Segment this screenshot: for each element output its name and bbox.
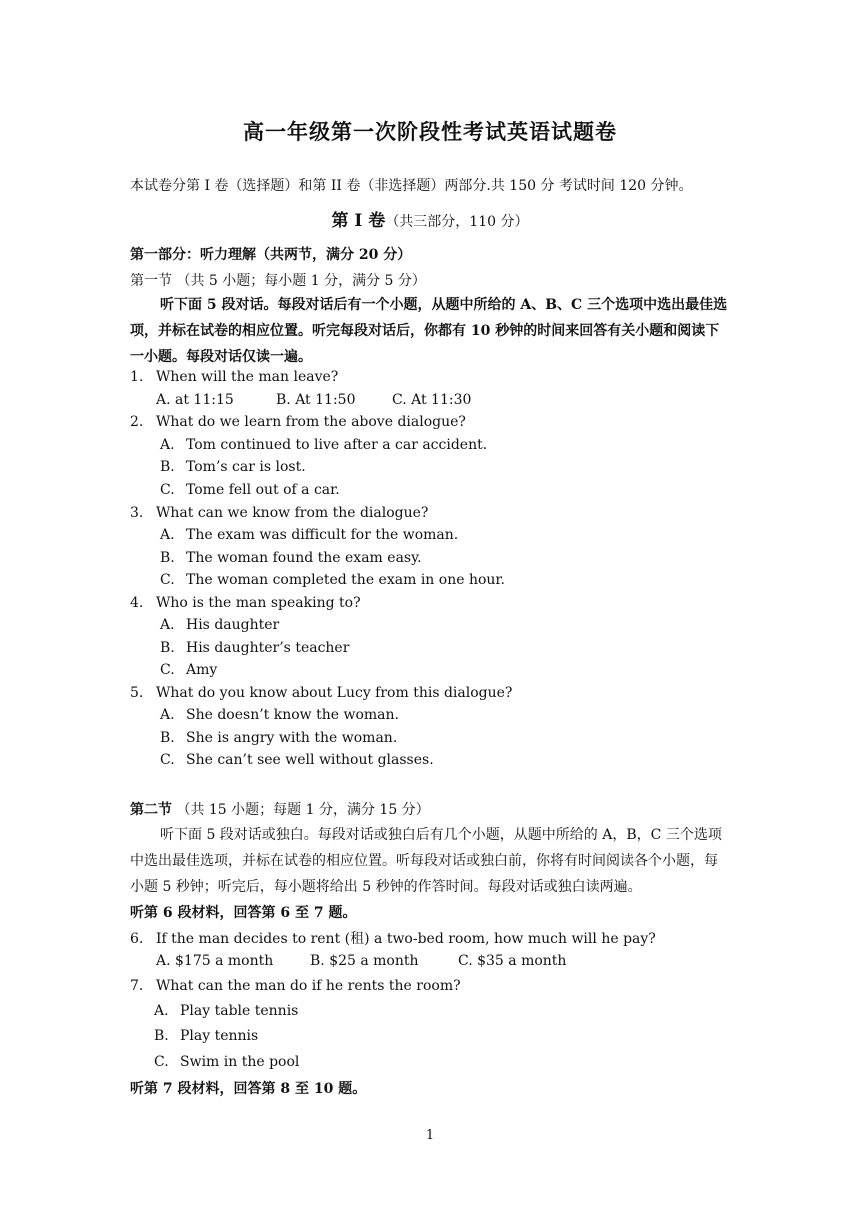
question-number: 5. [130,685,144,701]
option-c: C. She can’t see well without glasses. [160,752,434,768]
option-b: B. Play tennis [154,1028,259,1044]
option-a: A. The exam was difficult for the woman. [160,527,459,543]
option-b: B. At 11:50 [276,392,356,408]
question [130,369,338,385]
option-c: C. At 11:30 [392,392,472,408]
option-a: A. $175 a month [156,953,274,969]
section1-header: 第一节 （共 5 小题；每小题 1 分，满分 5 分） [130,273,426,289]
option-b: B. $25 a month [310,953,419,969]
option-b: B. The woman found the exam easy. [160,550,422,566]
section2-header [130,799,430,819]
question-text: Who is the man speaking to? [156,595,361,611]
option-a: A. She doesn’t know the woman. [160,707,399,723]
part-note: （共三部分，110 分） [385,214,529,230]
question-number: 6. [130,931,144,947]
question-number: 4. [130,595,144,611]
page-title: 高一年级第一次阶段性考试英语试题卷 [243,119,617,144]
page-number: 1 [425,1128,435,1143]
option-c: C. $35 a month [458,953,567,969]
section-listening-heading: 第一部分：听力理解（共两节，满分 20 分） [130,247,412,263]
section2-instruction: 听下面 5 段对话或独白。每段对话或独白后有几个小题，从题中所给的 A，B，C 三个选项中选出最佳选项，并标在试卷的相应位置。听每段对话或独白前，你将有时间阅读各个小题，每小题 5 秒钟；听完后，每小题将给出 5 秒钟的作答时间。每段对话或独白读两遍。 [130,827,722,895]
option-c: C. The woman completed the exam in one hour. [160,572,506,588]
section2-note: （共 15 小题；每题 1 分，满分 15 分） [172,802,430,818]
question-number: 3. [130,505,144,521]
section2-label: 第二节 [130,802,172,818]
question [130,978,461,994]
option-c: C. Amy [160,662,218,678]
question-number: 2. [130,414,144,430]
option-a: A. Tom continued to live after a car accident. [160,437,488,453]
question-text: When will the man leave? [156,369,339,385]
exam-intro: 本试卷分第 I 卷（选择题）和第 II 卷（非选择题）两部分.共 150 分 考试时间 120 分钟。 [130,178,693,194]
option-a: A. at 11:15 [156,392,234,408]
question [130,505,428,521]
option-a: A. Play table tennis [154,1003,299,1019]
option-b: B. Tom’s car is lost. [160,459,306,475]
part-heading [0,206,860,231]
question-number: 7. [130,978,144,994]
question-text: What do you know about Lucy from this dialogue? [156,685,513,701]
option-a: A. His daughter [160,617,280,633]
option-b: B. She is angry with the woman. [160,730,398,746]
question [130,414,466,430]
question-text: If the man decides to rent (租) a two-bed room, how much will he pay? [156,931,656,947]
material-heading: 听第 6 段材料，回答第 6 至 7 题。 [130,905,357,921]
question [130,595,361,611]
question-text: What can the man do if he rents the room? [156,978,461,994]
part-label: 第 I 卷 [331,211,386,231]
option-c: C. Swim in the pool [154,1054,300,1070]
option-c: C. Tome fell out of a car. [160,482,340,498]
question-number: 1. [130,369,144,385]
section1-instruction: 听下面 5 段对话。每段对话后有一个小题，从题中所给的 A、B、C 三个选项中选出最佳选项，并标在试卷的相应位置。听完每段对话后，你都有 10 秒钟的时间来回答有关小题和阅读下一小题。每段对话仅读一遍。 [130,297,728,365]
material-heading: 听第 7 段材料，回答第 8 至 10 题。 [130,1081,367,1097]
option-b: B. His daughter’s teacher [160,640,350,656]
question [130,685,512,701]
question-text: What can we know from the dialogue? [156,505,429,521]
question-text: What do we learn from the above dialogue? [156,414,466,430]
question [130,928,656,948]
